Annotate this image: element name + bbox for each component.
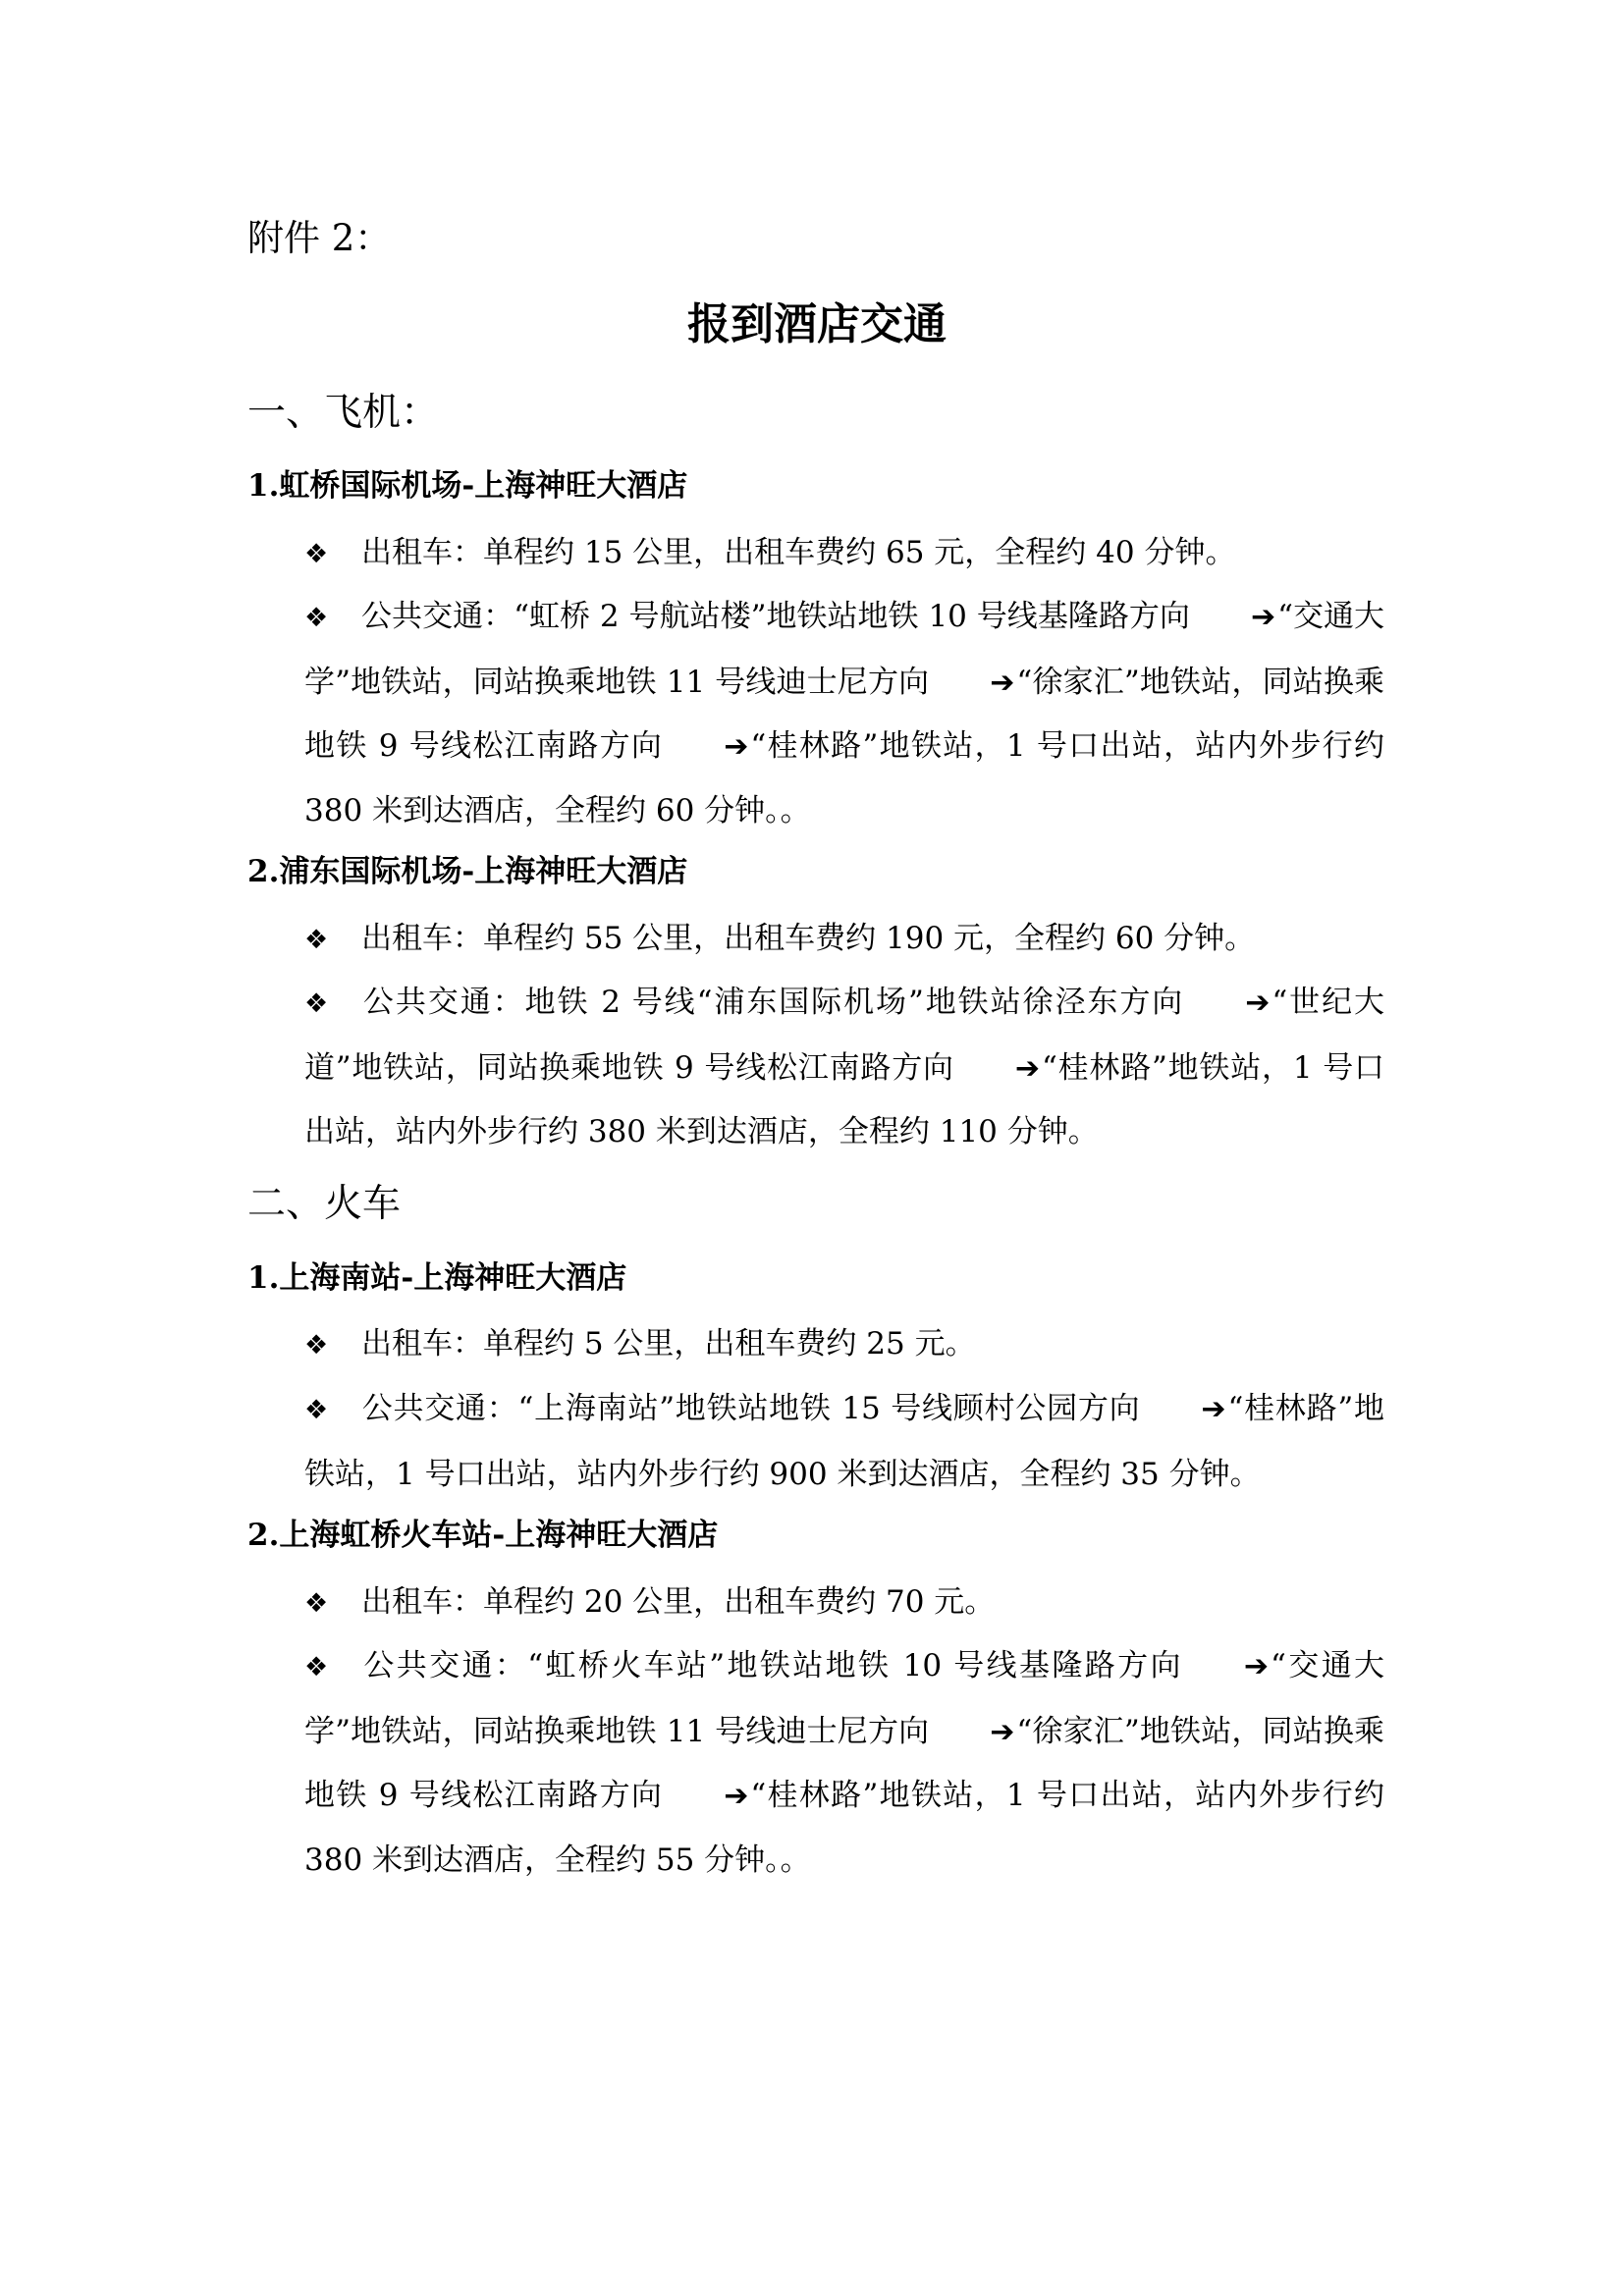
transit-item xyxy=(304,1634,1384,1893)
diamond-bullet-icon: ❖ xyxy=(304,925,329,955)
transit-segment: “交通大学”地铁站，同站换乘地铁 11 号线迪士尼方向 xyxy=(304,599,1384,700)
page-title: 报到酒店交通 xyxy=(687,299,947,349)
transit-segment: “桂林路”地铁站，1 号口出站，站内外步行约 380 米到达酒店，全程约 60 分钟。。 xyxy=(304,728,1384,828)
right-arrow-icon: ➔ xyxy=(1250,600,1276,634)
transit-segment: “桂林路”地铁站，1 号口出站，站内外步行约 380 米到达酒店，全程约 55 分钟。。 xyxy=(304,1778,1384,1878)
diamond-bullet-icon: ❖ xyxy=(304,1588,329,1619)
taxi-item xyxy=(304,907,1384,973)
diamond-bullet-icon: ❖ xyxy=(304,539,329,569)
transit-segment: “交通大学”地铁站，同站换乘地铁 11 号线迪士尼方向 xyxy=(304,1648,1384,1749)
diamond-bullet-icon: ❖ xyxy=(304,1652,329,1682)
right-arrow-icon: ➔ xyxy=(990,665,1015,700)
taxi-text: 出租车：单程约 20 公里，出租车费约 70 元。 xyxy=(361,1584,996,1620)
route-title: 2.上海虹桥火车站-上海神旺大酒店 xyxy=(247,1518,719,1553)
transit-segment: “世纪大道”地铁站，同站换乘地铁 9 号线松江南路方向 xyxy=(304,985,1385,1086)
right-arrow-icon: ➔ xyxy=(1014,1050,1040,1086)
transit-segment: “徐家汇”地铁站，同站换乘地铁 9 号线松江南路方向 xyxy=(304,1713,1384,1813)
right-arrow-icon: ➔ xyxy=(1245,986,1271,1020)
taxi-item xyxy=(304,521,1384,587)
transit-segment: 公共交通：“虹桥 2 号航站楼”地铁站地铁 10 号线基隆路方向 xyxy=(361,599,1190,634)
diamond-bullet-icon: ❖ xyxy=(304,1395,329,1425)
section-heading-train: 二、火车 xyxy=(247,1182,402,1226)
transit-segment: 公共交通：“虹桥火车站”地铁站地铁 10 号线基隆路方向 xyxy=(361,1648,1183,1683)
section-heading-airplane: 一、飞机： xyxy=(247,391,440,435)
transit-item xyxy=(304,1377,1384,1507)
route-title: 2.浦东国际机场-上海神旺大酒店 xyxy=(247,854,688,889)
transit-segment: “桂林路”地铁站，1 号口出站，站内外步行约 380 米到达酒店，全程约 110 分钟。 xyxy=(304,1049,1384,1149)
transit-segment: “桂林路”地铁站，1 号口出站，站内外步行约 900 米到达酒店，全程约 35 分钟。 xyxy=(304,1391,1384,1492)
route-title: 1.虹桥国际机场-上海神旺大酒店 xyxy=(247,468,688,504)
transit-segment: 公共交通：地铁 2 号线“浦东国际机场”地铁站徐泾东方向 xyxy=(361,985,1185,1020)
right-arrow-icon: ➔ xyxy=(1243,1649,1270,1683)
diamond-bullet-icon: ❖ xyxy=(304,1330,329,1361)
diamond-bullet-icon: ❖ xyxy=(304,988,329,1019)
right-arrow-icon: ➔ xyxy=(1201,1392,1226,1426)
taxi-text: 出租车：单程约 5 公里，出租车费约 25 元。 xyxy=(361,1326,976,1362)
transit-item xyxy=(304,971,1384,1165)
taxi-text: 出租车：单程约 55 公里，出租车费约 190 元，全程约 60 分钟。 xyxy=(361,921,1256,956)
right-arrow-icon: ➔ xyxy=(990,1714,1015,1749)
taxi-text: 出租车：单程约 15 公里，出租车费约 65 元，全程约 40 分钟。 xyxy=(361,535,1236,570)
attachment-label: 附件 2： xyxy=(247,217,392,259)
route-title: 1.上海南站-上海神旺大酒店 xyxy=(247,1260,627,1296)
taxi-item xyxy=(304,1571,1384,1636)
right-arrow-icon: ➔ xyxy=(724,729,749,764)
transit-segment: “徐家汇”地铁站，同站换乘地铁 9 号线松江南路方向 xyxy=(304,664,1384,764)
taxi-item xyxy=(304,1312,1384,1378)
transit-item xyxy=(304,585,1384,843)
diamond-bullet-icon: ❖ xyxy=(304,603,329,633)
transit-segment: 公共交通：“上海南站”地铁站地铁 15 号线顾村公园方向 xyxy=(361,1391,1141,1426)
right-arrow-icon: ➔ xyxy=(724,1779,749,1813)
